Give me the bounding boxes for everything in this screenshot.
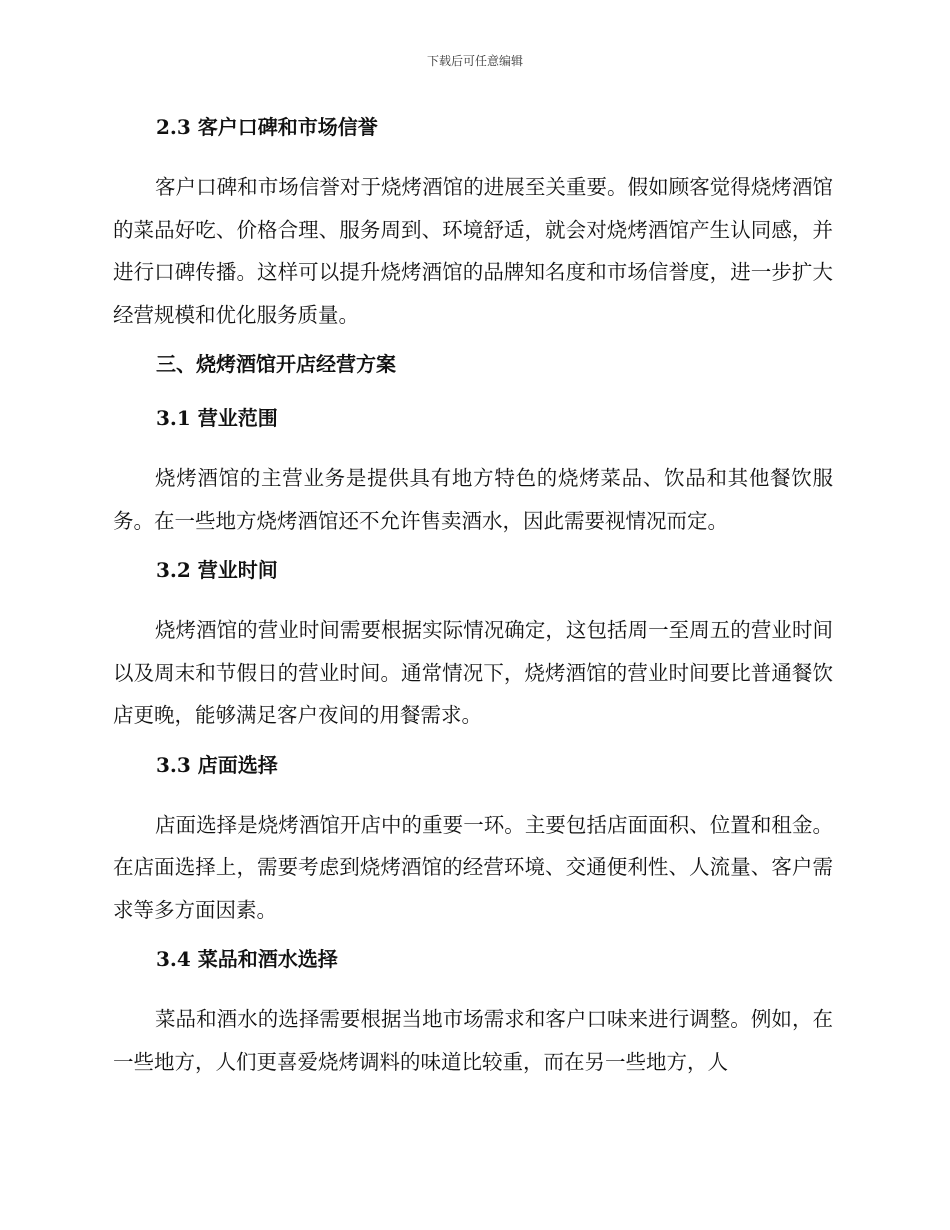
section-heading-3-2: 3.2 营业时间 — [156, 558, 278, 582]
section-paragraph-3-1: 烧烤酒馆的主营业务是提供具有地方特色的烧烤菜品、饮品和其他餐饮服务。在一些地方烧烤酒馆还不允许售卖酒水，因此需要视情况而定。 — [113, 466, 833, 533]
page-header: 下载后可任意编辑 — [426, 54, 523, 68]
section-paragraph-3-4: 菜品和酒水的选择需要根据当地市场需求和客户口味来进行调整。例如，在一些地方，人们更喜爱烧烤调料的味道比较重，而在另一些地方，人 — [113, 1007, 833, 1074]
section-heading-3-1: 3.1 营业范围 — [156, 406, 278, 430]
section-heading-2-3: 2.3 客户口碑和市场信誉 — [156, 115, 378, 139]
section-heading-3-4: 3.4 菜品和酒水选择 — [156, 947, 338, 971]
section-paragraph-2-3: 客户口碑和市场信誉对于烧烤酒馆的进展至关重要。假如顾客觉得烧烤酒馆的菜品好吃、价格合理、服务周到、环境舒适，就会对烧烤酒馆产生认同感，并进行口碑传播。这样可以提升烧烤酒馆的品牌知名度和市场信誉度，进一步扩大经营规模和优化服务质量。 — [113, 175, 833, 327]
section-heading-3-3: 3.3 店面选择 — [156, 752, 278, 777]
section-paragraph-3-2: 烧烤酒馆的营业时间需要根据实际情况确定，这包括周一至周五的营业时间以及周末和节假日的营业时间。通常情况下，烧烤酒馆的营业时间要比普通餐饮店更晚，能够满足客户夜间的用餐需求。 — [113, 618, 833, 727]
document-body — [113, 112, 833, 1096]
section-paragraph-3-3: 店面选择是烧烤酒馆开店中的重要一环。主要包括店面面积、位置和租金。在店面选择上，需要考虑到烧烤酒馆的经营环境、交通便利性、人流量、客户需求等多方面因素。 — [113, 812, 833, 922]
chapter-heading-3: 三、烧烤酒馆开店经营方案 — [156, 352, 396, 376]
